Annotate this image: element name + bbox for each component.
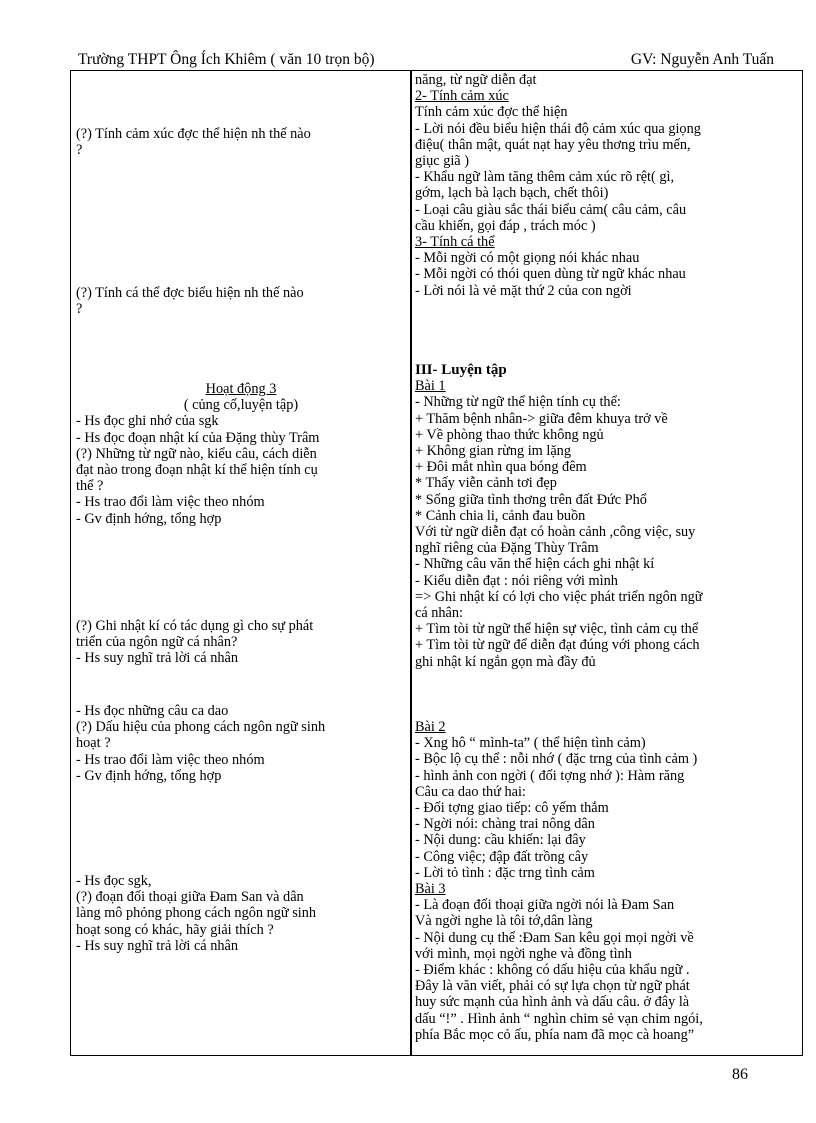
section-heading: 2- Tính cảm xúc — [415, 88, 509, 105]
column-divider — [410, 71, 412, 1055]
text-line: - Hs suy nghĩ trả lời cá nhân — [76, 650, 239, 667]
text-line: làng mô phỏng phong cách ngôn ngữ sinh — [76, 905, 317, 922]
exercise-heading: Bài 2 — [415, 719, 446, 735]
text-line: - Hs suy nghĩ trả lời cá nhân — [76, 937, 239, 954]
practice-section — [415, 362, 801, 670]
text-line: huy sức mạnh của hình ảnh và dấu câu. ở đây là — [415, 994, 690, 1011]
text-line: - Gv định hớng, tổng hợp — [76, 510, 222, 527]
text-line: - Điểm khác : không có dấu hiệu của khẩu ngữ . — [415, 962, 690, 979]
text-line: (?) Tính cảm xúc đợc thể hiện nh thế nào — [76, 126, 311, 142]
folk-song-section — [76, 703, 406, 784]
text-line: - Đối tợng giao tiếp: cô yếm thắm — [415, 800, 609, 817]
practice-heading: III- Luyện tập — [415, 362, 507, 378]
lesson-table — [70, 70, 803, 1056]
text-line: năng, từ ngữ diễn đạt — [415, 72, 537, 88]
text-line: - Lời nói đều biểu hiện thái độ cảm xúc qua giọng — [415, 120, 701, 137]
text-line: thể ? — [76, 478, 104, 495]
text-line: (?) Tính cá thể đợc biểu hiện nh thế nào — [76, 285, 304, 301]
text-line: nghĩ riêng của Đặng Thùy Trâm — [415, 540, 599, 557]
right-column — [415, 71, 801, 1055]
exercise-2-section — [415, 719, 801, 1043]
text-line: - Kiểu diễn đạt : nói riêng với mình — [415, 572, 618, 589]
text-line: + Tìm tòi từ ngữ để diễn đạt đúng với phong cách — [415, 637, 700, 654]
damsan-section — [76, 873, 406, 954]
text-line: điệu( thân mật, quát nạt hay yêu thơng trìu mến, — [415, 136, 691, 153]
left-column — [76, 71, 406, 1055]
text-line: * Cảnh chia li, cảnh đau buồn — [415, 507, 586, 524]
text-line: giục giã ) — [415, 153, 469, 170]
text-line: ghi nhật kí ngắn gọn mà đầy đủ — [415, 653, 596, 670]
text-line: - Là đoạn đối thoại giữa ngời nói là Đam San — [415, 897, 675, 914]
activity-3 — [76, 381, 406, 527]
text-line: - Công việc; đập đất trồng cây — [415, 848, 589, 865]
text-line: với mình, mọi ngời nghe và đồng tình — [415, 945, 632, 962]
text-line: (?) Ghi nhật kí có tác dụng gì cho sự phát — [76, 618, 314, 634]
activity-3-subtitle: ( củng cố,luyện tập) — [183, 397, 299, 414]
text-line: hoạt song có khác, hãy giải thích ? — [76, 921, 274, 938]
exercise-heading: Bài 3 — [415, 881, 446, 898]
text-line: Tính cảm xúc đợc thể hiện — [415, 104, 568, 121]
text-line: cầu khiến, gọi đáp , trách móc ) — [415, 217, 596, 234]
question-diary — [76, 618, 406, 667]
text-line: - Nội dung cụ thể :Đam San kêu gọi mọi ngời về — [415, 929, 694, 946]
text-line: - Lời nói là vẻ mặt thứ 2 của con ngời — [415, 282, 632, 299]
text-line: - Mỗi ngời có một giọng nói khác nhau — [415, 250, 640, 267]
question-individual — [76, 285, 406, 317]
text-line: - Bộc lộ cụ thể : nỗi nhớ ( đặc trng của tình cảm ) — [415, 751, 698, 768]
text-line: - Hs trao đổi làm việc theo nhóm — [76, 751, 265, 768]
text-line: ? — [76, 142, 83, 159]
text-line: - Hs trao đổi làm việc theo nhóm — [76, 494, 265, 511]
text-line: dấu “!” . Hình ảnh “ nghìn chim sẻ vạn chim ngói, — [415, 1010, 703, 1027]
text-line: ? — [76, 301, 83, 318]
text-line: Đây là văn viết, phải có sự lựa chọn từ ngữ phát — [415, 978, 690, 995]
header-school: Trường THPT Ông Ích Khiêm ( văn 10 trọn bộ) — [78, 51, 375, 68]
section-heading: 3- Tính cá thể — [415, 234, 495, 251]
text-line: - Xng hô “ mình-ta” ( thể hiện tình cảm) — [415, 735, 646, 752]
text-line: - Khẩu ngữ làm tăng thêm cảm xúc rõ rệt( gì, — [415, 169, 675, 186]
page-header — [78, 50, 774, 71]
activity-3-title: Hoạt động 3 — [205, 381, 277, 397]
text-line: - Mỗi ngời có thói quen dùng từ ngữ khác nhau — [415, 266, 686, 283]
exercise-heading: Bài 1 — [415, 378, 446, 395]
text-line: - Loại câu giàu sắc thái biểu cảm( câu cảm, câu — [415, 201, 687, 218]
text-line: - Nội dung: cầu khiến: lại đây — [415, 832, 586, 849]
text-line: hoạt ? — [76, 735, 111, 752]
text-line: => Ghi nhật kí có lợi cho việc phát triển ngôn ngữ — [415, 588, 703, 605]
text-line: - Gv định hớng, tổng hợp — [76, 767, 222, 784]
text-line: - Những câu văn thể hiện cách ghi nhật kí — [415, 556, 655, 573]
text-line: phía Bắc mọc cỏ ấu, phía nam đã mọc cà hoang” — [415, 1026, 695, 1043]
text-line: (?) Những từ ngữ nào, kiểu câu, cách diễn — [76, 445, 317, 462]
text-line: * Sống giữa tình thơng trên đất Đức Phổ — [415, 491, 647, 508]
text-line: - Hs đọc đoạn nhật kí của Đặng thùy Trâm — [76, 429, 320, 446]
text-line: gớm, lạch bà lạch bạch, chết thôi) — [415, 185, 609, 202]
text-line: triển của ngôn ngữ cá nhân? — [76, 634, 238, 651]
text-line: Với từ ngữ diễn đạt có hoàn cảnh ,công việc, suy — [415, 524, 696, 541]
text-line: - Hs đọc ghi nhớ của sgk — [76, 413, 219, 430]
emotion-section — [415, 72, 801, 299]
text-line: đạt nào trong đoạn nhật kí thể hiện tính cụ — [76, 462, 318, 479]
question-emotion — [76, 126, 406, 158]
text-line: - Hs đọc những câu ca dao — [76, 703, 229, 719]
text-line: + Về phòng thao thức không ngủ — [415, 426, 604, 443]
text-line: (?) đoạn đối thoại giữa Đam San và dân — [76, 889, 304, 906]
text-line: - Những từ ngữ thể hiện tính cụ thể: — [415, 394, 621, 411]
text-line: - Lời tỏ tình : đặc trng tình cảm — [415, 864, 595, 881]
text-line: + Đôi mắt nhìn qua bóng đêm — [415, 459, 587, 476]
text-line: + Thăm bệnh nhân-> giữa đêm khuya trở về — [415, 410, 668, 427]
header-teacher: GV: Nguyễn Anh Tuấn — [630, 51, 774, 68]
text-line: Và ngời nghe là tôi tớ,dân làng — [415, 913, 593, 930]
text-line: * Thấy viễn cảnh tơi đẹp — [415, 475, 557, 492]
text-line: - Hs đọc sgk, — [76, 873, 152, 889]
text-line: - Ngời nói: chàng trai nông dân — [415, 816, 595, 833]
text-line: + Không gian rừng im lặng — [415, 443, 571, 460]
text-line: cá nhân: — [415, 605, 464, 622]
text-line: (?) Dấu hiệu của phong cách ngôn ngữ sinh — [76, 719, 326, 736]
text-line: Câu ca dao thứ hai: — [415, 783, 526, 800]
text-line: - hình ảnh con ngời ( đối tợng nhớ ): Hàm răng — [415, 767, 685, 784]
page-number: 86 — [732, 1066, 748, 1083]
text-line: + Tìm tòi từ ngữ thể hiện sự việc, tình cảm cụ thể — [415, 621, 699, 638]
